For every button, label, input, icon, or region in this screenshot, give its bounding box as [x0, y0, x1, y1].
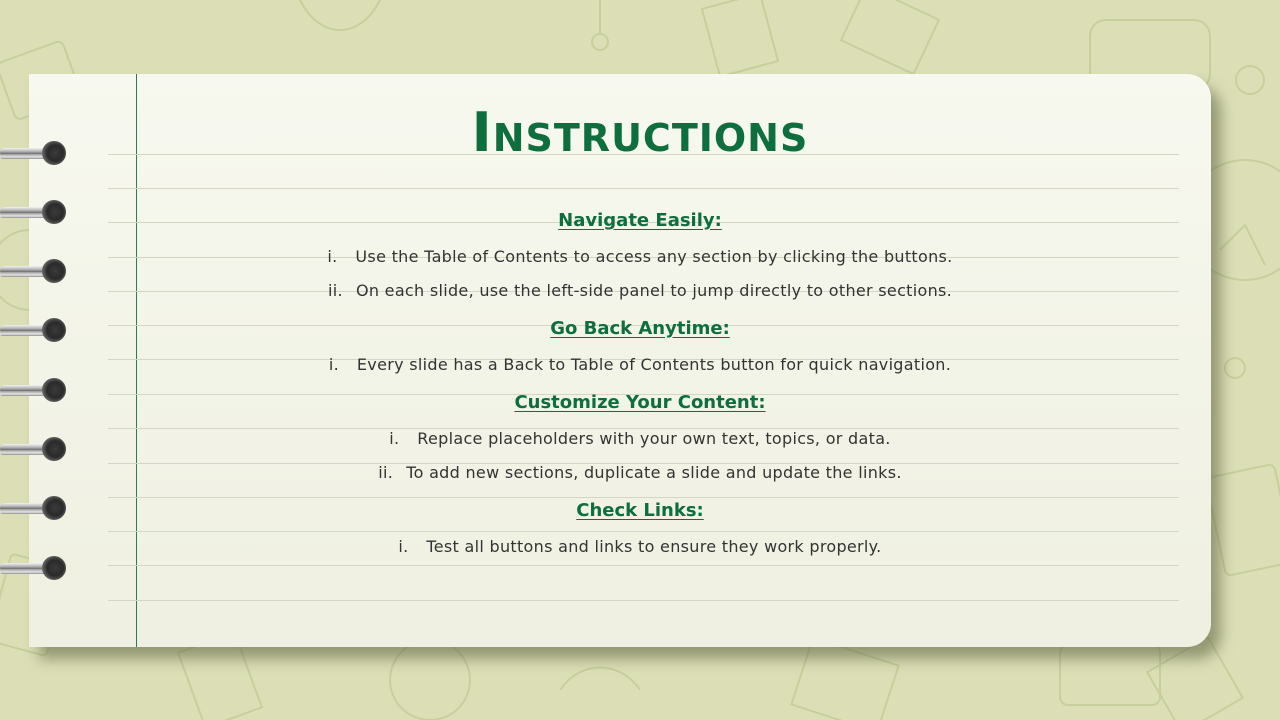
page-title: Instructions — [471, 101, 809, 164]
list-item-text: To add new sections, duplicate a slide and update the links. — [406, 463, 902, 482]
list-item-text: Replace placeholders with your own text, topics, or data. — [417, 429, 891, 448]
list-item — [0, 536, 1280, 558]
list-item-text: Test all buttons and links to ensure they work properly. — [426, 537, 882, 556]
list-item — [0, 280, 1280, 302]
list-item-text: On each slide, use the left-side panel to jump directly to other sections. — [355, 281, 953, 300]
ruled-line — [108, 531, 1179, 532]
list-item-number: ii. — [327, 281, 343, 300]
list-item — [0, 246, 1280, 268]
list-item-text: Use the Table of Contents to access any section by clicking the buttons. — [355, 247, 953, 266]
ruled-line — [108, 497, 1179, 498]
ruled-line — [108, 565, 1179, 566]
list-item-number: i. — [328, 355, 340, 374]
list-item — [0, 462, 1280, 484]
section-heading-check-links: Check Links: — [576, 500, 704, 521]
list-item-number: i. — [389, 429, 400, 448]
section-heading-customize: Customize Your Content: — [514, 392, 766, 413]
ruled-line — [108, 600, 1179, 601]
spiral-binding-icon — [0, 555, 68, 581]
list-item — [0, 428, 1280, 450]
ruled-line — [108, 188, 1179, 189]
section-heading-go-back: Go Back Anytime: — [550, 318, 730, 339]
list-item — [0, 354, 1280, 376]
list-item-number: i. — [398, 537, 409, 556]
list-item-text: Every slide has a Back to Table of Contents button for quick navigation. — [356, 355, 952, 374]
list-item-number: ii. — [378, 463, 394, 482]
list-item-number: i. — [327, 247, 338, 266]
section-heading-navigate: Navigate Easily: — [558, 210, 722, 231]
